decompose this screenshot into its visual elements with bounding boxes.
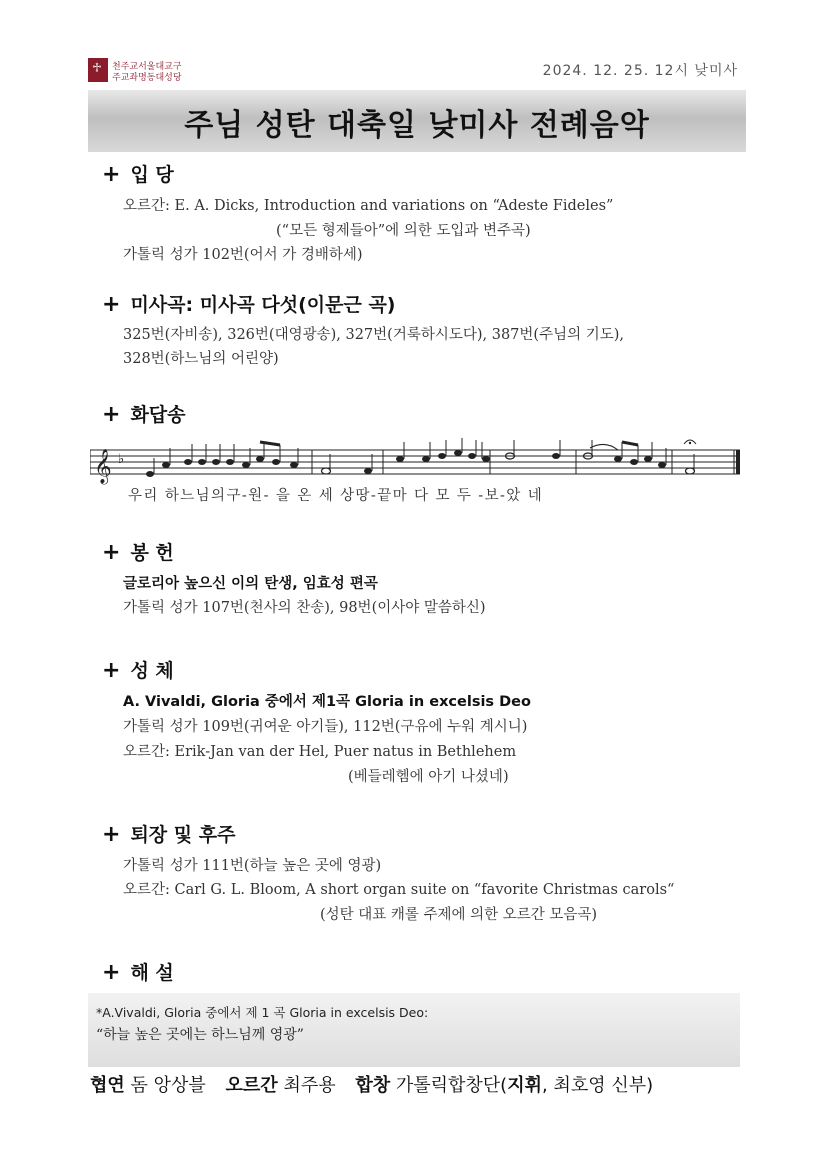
entrance-line-2: (“모든 형제들아”에 의한 도입과 변주곡) bbox=[276, 223, 531, 239]
commentary-note-2: “하늘 높은 곳에는 하느님께 영광” bbox=[96, 1027, 304, 1043]
offertory-line-1: 글로리아 높으신 이의 탄생, 임효성 편곡 bbox=[123, 576, 378, 592]
parish-logo bbox=[88, 58, 198, 82]
flat-icon: ♭ bbox=[118, 452, 125, 467]
mass-line-2: 328번(하느님의 어린양) bbox=[123, 351, 279, 367]
communion-line-3: 오르간: Erik-Jan van der Hel, Puer natus in Bethlehem bbox=[123, 744, 517, 760]
cross-logo-icon: ♱ bbox=[88, 58, 108, 82]
section-commentary-heading: + 해 설 bbox=[102, 960, 174, 985]
section-mass-heading: + 미사곡: 미사곡 다섯(이문근 곡) bbox=[102, 292, 396, 317]
mass-line-1: 325번(자비송), 326번(대영광송), 327번(거룩하시도다), 387번(주님의 기도), bbox=[123, 327, 624, 343]
footer-label-organ: 오르간 bbox=[225, 1075, 278, 1096]
commentary-note-1: *A.Vivaldi, Gloria 중에서 제 1 곡 Gloria in excelsis Deo: bbox=[96, 1005, 429, 1020]
entrance-line-1: 오르간: E. A. Dicks, Introduction and variations on “Adeste Fideles” bbox=[123, 198, 614, 214]
footer-label-choir: 합창 bbox=[355, 1075, 391, 1096]
footer-value-ensemble: 돔 앙상블 bbox=[130, 1075, 206, 1096]
plus-icon: + bbox=[102, 822, 121, 847]
footer-label-ensemble: 협연 bbox=[90, 1075, 125, 1096]
section-psalm-heading: + 화답송 bbox=[102, 402, 186, 427]
plus-icon: + bbox=[102, 658, 121, 683]
recessional-line-3: (성탄 대표 캐롤 주제에 의한 오르간 모음곡) bbox=[320, 907, 598, 923]
recessional-line-2: 오르간: Carl G. L. Bloom, A short organ suite on “favorite Christmas carols“ bbox=[123, 882, 675, 898]
section-communion-heading: + 성 체 bbox=[102, 658, 174, 683]
plus-icon: + bbox=[102, 162, 121, 187]
offertory-line-2: 가톨릭 성가 107번(천사의 찬송), 98번(이사야 말씀하신) bbox=[123, 600, 486, 616]
footer-value-organ: 최주용 bbox=[283, 1075, 336, 1096]
section-recessional-heading: + 퇴장 및 후주 bbox=[102, 822, 236, 847]
recessional-line-1: 가톨릭 성가 111번(하늘 높은 곳에 영광) bbox=[123, 858, 382, 874]
section-offertory-heading: + 봉 헌 bbox=[102, 540, 174, 565]
footer-value-choir: 가톨릭합창단( bbox=[395, 1075, 508, 1096]
section-entrance-heading: + 입 당 bbox=[102, 162, 174, 187]
logo-line-2: 주교좌명동대성당 bbox=[112, 73, 182, 83]
page-title: 주님 성탄 대축일 낮미사 전례음악 bbox=[184, 108, 650, 143]
performers-footer bbox=[90, 1071, 653, 1097]
psalm-music-staff bbox=[90, 436, 750, 486]
footer-conductor-label: 지휘 bbox=[507, 1075, 542, 1096]
psalm-lyrics: 우리 하느님의구-원- 을 온 세 상땅-끝마 다 모 두 -보-았 네 bbox=[128, 488, 544, 504]
plus-icon: + bbox=[102, 402, 121, 427]
plus-icon: + bbox=[102, 540, 121, 565]
mass-date: 2024. 12. 25. 12시 낮미사 bbox=[542, 63, 738, 79]
logo-line-1: 천주교서울대교구 bbox=[112, 62, 182, 72]
communion-line-4: (베들레헴에 아기 나셨네) bbox=[348, 769, 509, 785]
communion-line-2: 가톨릭 성가 109번(귀여운 아기들), 112번(구유에 누워 계시니) bbox=[123, 719, 528, 735]
treble-clef-icon: 𝄞 bbox=[94, 449, 112, 484]
entrance-line-3: 가톨릭 성가 102번(어서 가 경배하세) bbox=[123, 247, 363, 263]
plus-icon: + bbox=[102, 292, 121, 317]
communion-line-1: A. Vivaldi, Gloria 중에서 제1곡 Gloria in excelsis Deo bbox=[123, 694, 531, 710]
plus-icon: + bbox=[102, 960, 121, 985]
footer-conductor-name: , 최호영 신부) bbox=[542, 1075, 654, 1096]
